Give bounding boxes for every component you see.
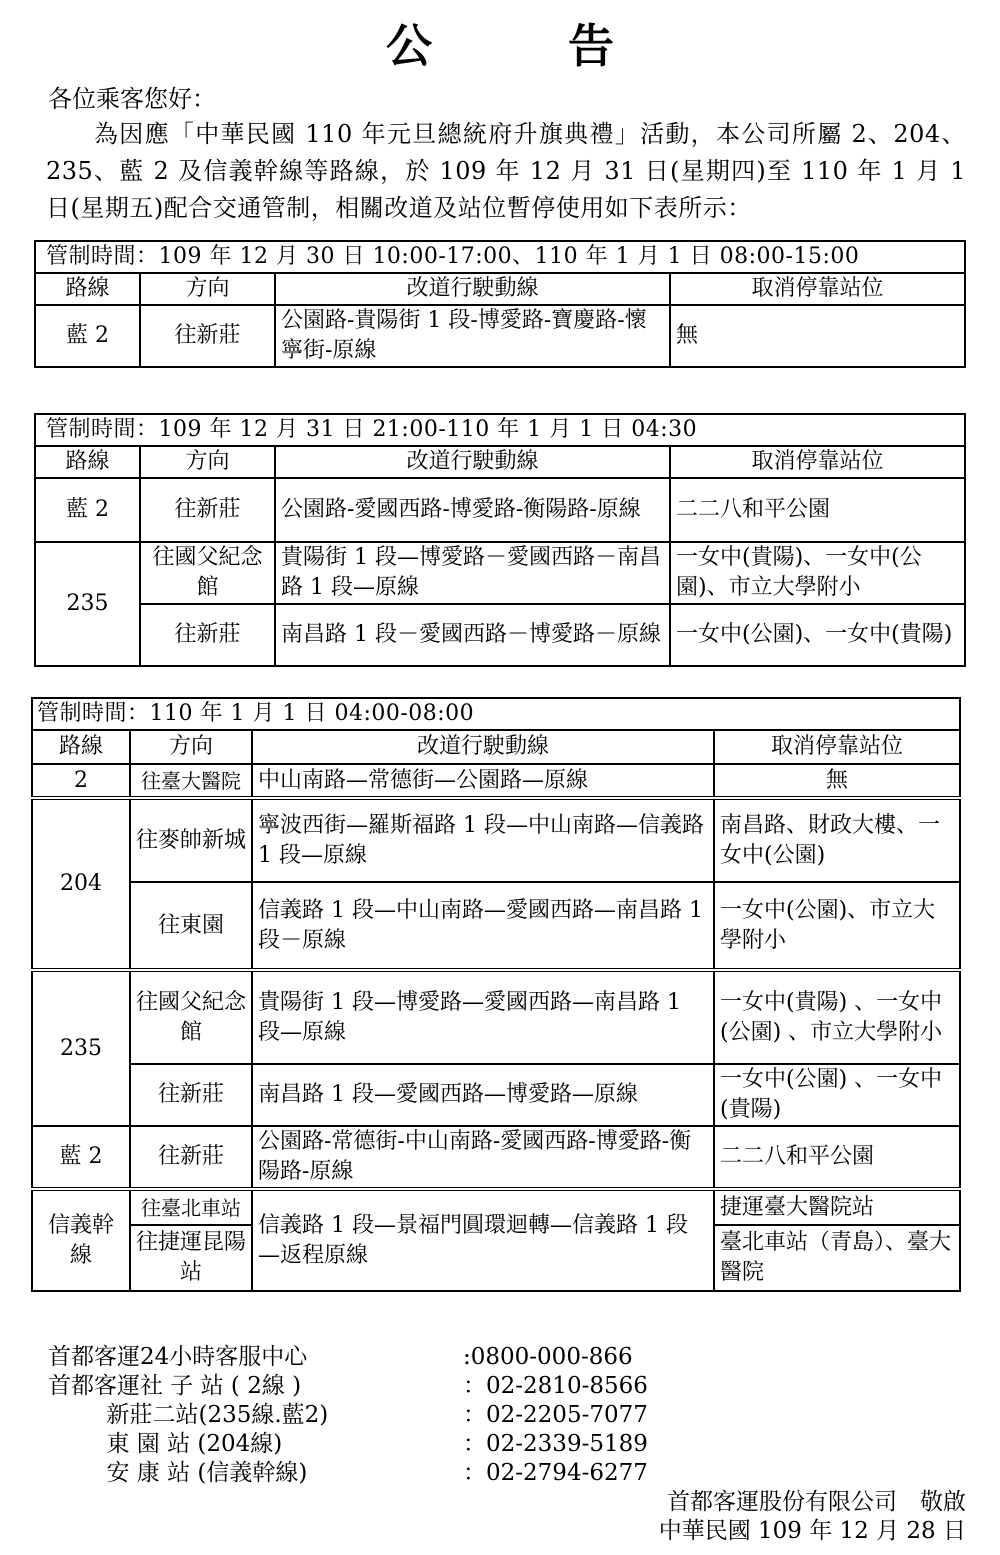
control-time: 管制時間：110 年 1 月 1 日 04:00-08:00: [32, 698, 960, 730]
notice-title: 公 告: [385, 19, 674, 73]
route-cell: 235: [35, 542, 140, 666]
control-table-2: [34, 413, 966, 667]
header-direction: 方向: [130, 730, 252, 764]
direction-cell: 往新莊: [140, 478, 275, 542]
route-cell: 藍 2: [35, 305, 140, 367]
contact-label: 首都客運24小時客服中心: [48, 1344, 308, 1370]
cancelled-cell: 一女中(公園)、一女中(貴陽): [670, 604, 965, 666]
route-cell: 235: [32, 970, 130, 1126]
detour-cell: 寧波西街—羅斯福路 1 段—中山南路—信義路 1 段—原線: [252, 798, 714, 882]
cancelled-cell: 無: [670, 305, 965, 367]
header-cancelled: 取消停靠站位: [670, 273, 965, 305]
greeting: 各位乘客您好：: [48, 85, 216, 113]
detour-cell: 信義路 1 段—景福門圓環迴轉—信義路 1 段—返程原線: [252, 1189, 714, 1291]
direction-cell: 往臺大醫院: [130, 764, 252, 798]
route-cell: 藍 2: [35, 478, 140, 542]
contact-label: 首都客運社 子 站 ( 2線 ): [48, 1373, 302, 1399]
contact-row: [48, 1459, 748, 1488]
direction-cell: 往麥帥新城: [130, 798, 252, 882]
direction-cell: 往臺北車站: [130, 1189, 252, 1225]
contact-phone: ：02-2205-7077: [463, 1402, 648, 1428]
detour-cell: 貴陽街 1 段—博愛路—愛國西路—南昌路 1 段—原線: [252, 970, 714, 1064]
cancelled-cell: 臺北車站（青島）、臺大醫院: [714, 1225, 960, 1291]
contact-phone: :0800-000-866: [463, 1344, 633, 1370]
detour-cell: 公園路-愛國西路-博愛路-衡陽路-原線: [275, 478, 670, 542]
direction-cell: 往新莊: [140, 305, 275, 367]
route-cell: 2: [32, 764, 130, 798]
control-time: 管制時間：109 年 12 月 31 日 21:00-110 年 1 月 1 日 04:30: [35, 414, 965, 446]
cancelled-cell: 一女中(公園) 、一女中(貴陽): [714, 1064, 960, 1126]
direction-cell: 往國父紀念館: [130, 970, 252, 1064]
direction-cell: 往國父紀念館: [140, 542, 275, 604]
header-route: 路線: [35, 273, 140, 305]
contact-row: [48, 1430, 748, 1459]
header-cancelled: 取消停靠站位: [714, 730, 960, 764]
detour-cell: 公園路-常德街-中山南路-愛國西路-博愛路-衡陽路-原線: [252, 1126, 714, 1189]
route-cell: 藍 2: [32, 1126, 130, 1189]
cancelled-cell: 二二八和平公園: [714, 1126, 960, 1189]
detour-cell: 貴陽街 1 段—博愛路－愛國西路－南昌路 1 段—原線: [275, 542, 670, 604]
route-cell: 信義幹線: [32, 1189, 130, 1291]
intro-paragraph: 為因應「中華民國 110 年元旦總統府升旗典禮」活動，本公司所屬 2、204、235、藍 2 及信義幹線等路線，於 109 年 12 月 31 日(星期四)至 110 年 1 月 1 日(星期五)配合交通管制，相關改道及站位暫停使用如下表所示：: [46, 120, 966, 222]
signature-block: [659, 1488, 966, 1546]
direction-cell: 往新莊: [140, 604, 275, 666]
cancelled-cell: 二二八和平公園: [670, 478, 965, 542]
header-route: 路線: [32, 730, 130, 764]
contact-row: [48, 1343, 748, 1372]
detour-cell: 信義路 1 段—中山南路—愛國西路—南昌路 1 段－原線: [252, 882, 714, 970]
control-time: 管制時間：109 年 12 月 30 日 10:00-17:00、110 年 1 月 1 日 08:00-15:00: [35, 241, 965, 273]
contact-label: 安 康 站 (信義幹線): [48, 1460, 308, 1486]
contact-label: 東 園 站 (204線): [48, 1431, 283, 1457]
contact-list: [48, 1343, 748, 1488]
contact-phone: ：02-2810-8566: [463, 1373, 648, 1399]
cancelled-cell: 南昌路、財政大樓、一女中(公園): [714, 798, 960, 882]
control-table-1: [34, 240, 966, 368]
direction-cell: 往捷運昆陽站: [130, 1225, 252, 1291]
header-detour: 改道行駛動線: [252, 730, 714, 764]
contact-row: [48, 1372, 748, 1401]
detour-cell: 南昌路 1 段－愛國西路－博愛路－原線: [275, 604, 670, 666]
cancelled-cell: 一女中(貴陽) 、一女中(公園) 、市立大學附小: [714, 970, 960, 1064]
contact-row: [48, 1401, 748, 1430]
signature-company: 首都客運股份有限公司 敬啟: [667, 1489, 966, 1515]
route-cell: 204: [32, 798, 130, 970]
header-route: 路線: [35, 446, 140, 478]
direction-cell: 往新莊: [130, 1126, 252, 1189]
header-direction: 方向: [140, 273, 275, 305]
detour-cell: 南昌路 1 段—愛國西路—博愛路—原線: [252, 1064, 714, 1126]
signature-date: 中華民國 109 年 12 月 28 日: [658, 1518, 966, 1544]
detour-cell: 中山南路—常德街—公園路—原線: [252, 764, 714, 798]
contact-label: 新莊二站(235線.藍2): [48, 1402, 329, 1428]
direction-cell: 往東園: [130, 882, 252, 970]
header-detour: 改道行駛動線: [275, 446, 670, 478]
cancelled-cell: 捷運臺大醫院站: [714, 1189, 960, 1225]
detour-cell: 公園路-貴陽街 1 段-博愛路-寶慶路-懷寧街-原線: [275, 305, 670, 367]
cancelled-cell: 一女中(公園)、市立大學附小: [714, 882, 960, 970]
direction-cell: 往新莊: [130, 1064, 252, 1126]
header-direction: 方向: [140, 446, 275, 478]
contact-phone: ：02-2794-6277: [463, 1460, 648, 1486]
header-detour: 改道行駛動線: [275, 273, 670, 305]
contact-phone: ：02-2339-5189: [463, 1431, 648, 1457]
cancelled-cell: 無: [714, 764, 960, 798]
header-cancelled: 取消停靠站位: [670, 446, 965, 478]
control-table-3: [31, 697, 961, 1292]
cancelled-cell: 一女中(貴陽)、一女中(公園)、市立大學附小: [670, 542, 965, 604]
